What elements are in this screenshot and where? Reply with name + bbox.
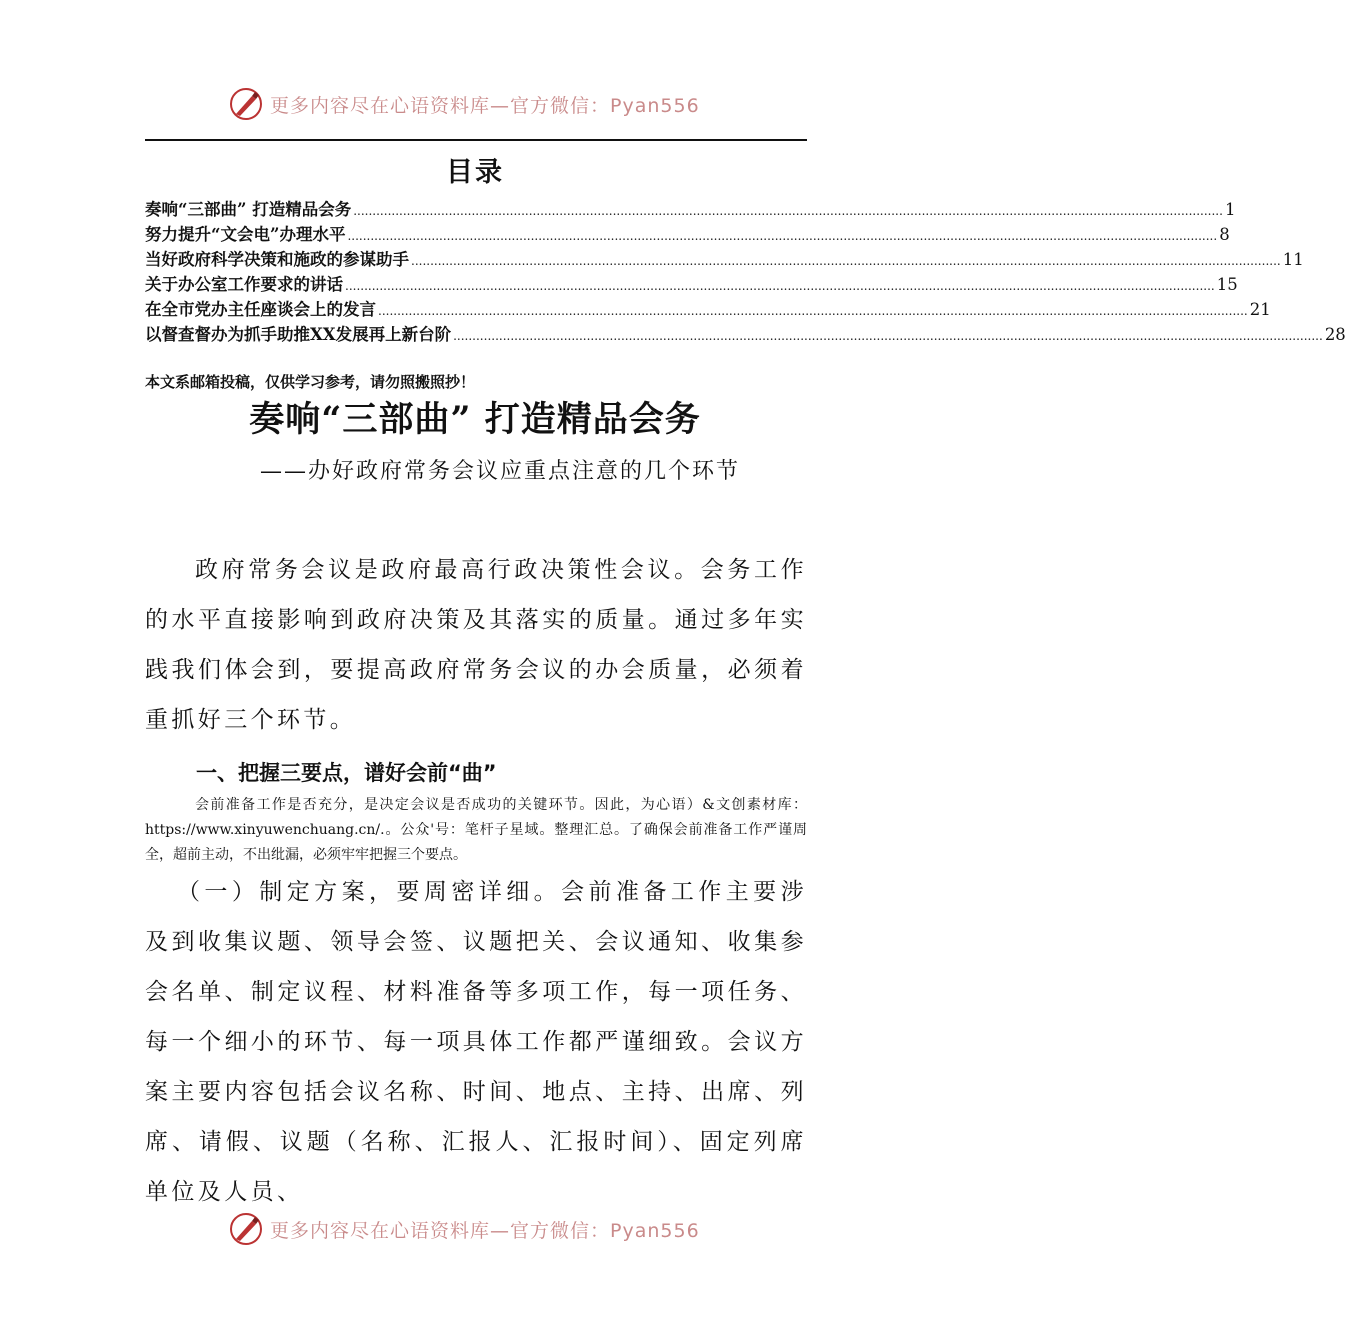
- toc-entry-title: 在全市党办主任座谈会上的发言: [145, 300, 376, 319]
- watermark-banner-top: [228, 84, 748, 124]
- toc-leader-dots: ....................................................................................................................................................................................................................................: [411, 254, 1281, 268]
- toc-entry-page: 15: [1216, 275, 1238, 294]
- toc-entry[interactable]: [145, 246, 1304, 271]
- watermark-text: 更多内容尽在心语资料库—官方微信：Pyan556: [270, 94, 700, 117]
- toc-entry[interactable]: [145, 296, 1271, 321]
- copy-notice: 本文系邮箱投稿，仅供学习参考，请勿照搬照抄！: [145, 373, 476, 391]
- watermark-banner-bottom: [228, 1209, 748, 1249]
- toc-leader-dots: ....................................................................................................................................................................................................................................: [345, 279, 1215, 293]
- toc-entry[interactable]: [145, 271, 1238, 296]
- toc-entry[interactable]: [145, 321, 1346, 346]
- article-title: 奏响“三部曲” 打造精品会务: [249, 399, 701, 440]
- toc-entry[interactable]: [145, 221, 1230, 246]
- body-paragraph-small: 会前准备工作是否充分，是决定会议是否成功的关键环节。因此，为心语）&文创素材库：https://www.xinyuwenchuang.cn/.。公众'号：笔杆子星域。整理汇总。了确保会前准备工作严谨周全，超前主动，不出纰漏，必须牢牢把握三个要点。: [145, 797, 807, 863]
- toc-entry-title: 当好政府科学决策和施政的参谋助手: [145, 250, 409, 269]
- toc-entry-title: 以督查督办为抓手助推XX发展再上新台阶: [145, 325, 452, 344]
- pen-logo-icon: [228, 1211, 264, 1247]
- toc-entry-page: 28: [1324, 325, 1346, 344]
- paragraph-rest: 会前准备工作主要涉及到收集议题、领导会签、议题把关、会议通知、收集参会名单、制定议程、材料准备等多项工作，每一项任务、每一个细小的环节、每一项具体工作都严谨细致。会议方案主要内容包括会议名称、时间、地点、主持、出席、列席、请假、议题（名称、汇报人、汇报时间）、固定列席单位及人员、: [145, 879, 807, 1205]
- toc-leader-dots: ....................................................................................................................................................................................................................................: [353, 204, 1223, 218]
- toc-entry-title: 关于办公室工作要求的讲话: [145, 275, 343, 294]
- body-paragraph-method: [145, 867, 807, 1217]
- pen-logo-icon: [228, 86, 264, 122]
- toc-leader-dots: ....................................................................................................................................................................................................................................: [347, 229, 1218, 243]
- toc-entry-page: 11: [1282, 250, 1304, 269]
- article-subtitle: ——办好政府常务会议应重点注意的几个环节: [259, 459, 740, 484]
- paragraph-lead: （一）制定方案，要周密详细。: [177, 879, 562, 905]
- watermark-text: 更多内容尽在心语资料库—官方微信：Pyan556: [270, 1219, 700, 1242]
- toc-title: 目录: [446, 157, 504, 188]
- section-heading: 一、把握三要点，谱好会前“曲”: [196, 761, 497, 785]
- toc-leader-dots: ....................................................................................................................................................................................................................................: [378, 304, 1248, 318]
- toc-entry-page: 1: [1224, 200, 1236, 219]
- toc-entry-title: 奏响“三部曲” 打造精品会务: [145, 200, 352, 219]
- toc-entry-title: 努力提升“文会电”办理水平: [145, 225, 346, 244]
- toc-leader-dots: ....................................................................................................................................................................................................................................: [453, 329, 1323, 343]
- header-divider: [145, 139, 807, 141]
- toc-entry-page: 21: [1249, 300, 1271, 319]
- body-paragraph-intro: 政府常务会议是政府最高行政决策性会议。会务工作的水平直接影响到政府决策及其落实的质量。通过多年实践我们体会到，要提高政府常务会议的办会质量，必须着重抓好三个环节。: [145, 557, 807, 733]
- table-of-contents: [145, 196, 1346, 346]
- toc-entry-page: 8: [1219, 225, 1230, 244]
- toc-entry[interactable]: [145, 196, 1236, 221]
